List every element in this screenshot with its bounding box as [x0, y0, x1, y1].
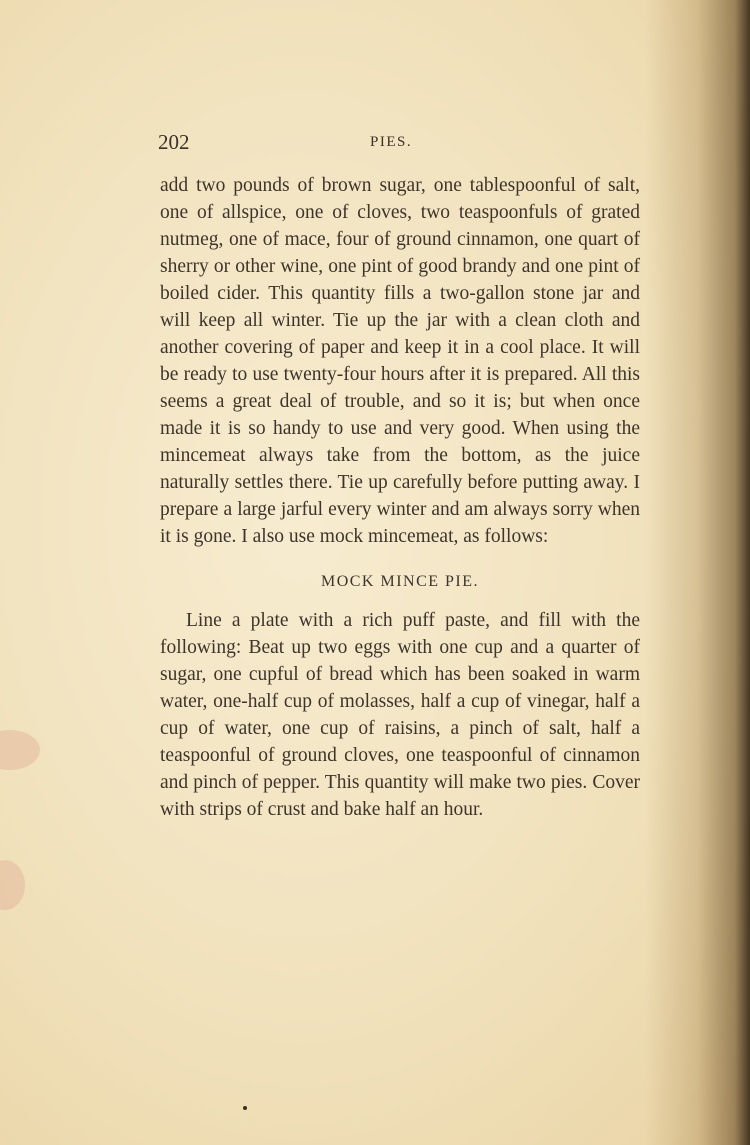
section-heading: MOCK MINCE PIE. — [320, 573, 480, 590]
paper-stain — [0, 730, 40, 770]
paper-stain — [0, 860, 25, 910]
page-body — [160, 172, 640, 823]
page-header — [158, 130, 658, 160]
running-head: PIES. — [370, 134, 413, 150]
paragraph: Line a plate with a rich puff paste, and fill with the following: Beat up two eggs with one cup and a quarter of sugar, one cupful of bread which has been soaked in warm water, one-half cup of molasses, half a cup of vinegar, half a cup of water, one cup of raisins, a pinch of salt, half a teaspoonful of ground cloves, one teaspoonful of cinnamon and pinch of pepper. This quantity will make two pies. Cover with strips of crust and bake half an hour. — [160, 610, 640, 820]
page-number: 202 — [158, 130, 190, 154]
paragraph: add two pounds of brown sugar, one tablespoonful of salt, one of allspice, one of cloves, two teaspoonfuls of grated nutmeg, one of mace, four of ground cinnamon, one quart of sherry or other wine, one pint of good brandy and one pint of boiled cider. This quantity fills a two-gallon stone jar and will keep all winter. Tie up the jar with a clean cloth and another covering of paper and keep it in a cool place. It will be ready to use twenty-four hours after it is prepared. All this seems a great deal of trouble, and so it is; but when once made it is so handy to use and very good. When using the mincemeat always take from the bottom, as the juice naturally settles there. Tie up carefully before putting away. I prepare a large jarful every winter and am always sorry when it is gone. I also use mock mincemeat, as follows: — [160, 175, 640, 547]
ink-speck — [243, 1106, 247, 1110]
